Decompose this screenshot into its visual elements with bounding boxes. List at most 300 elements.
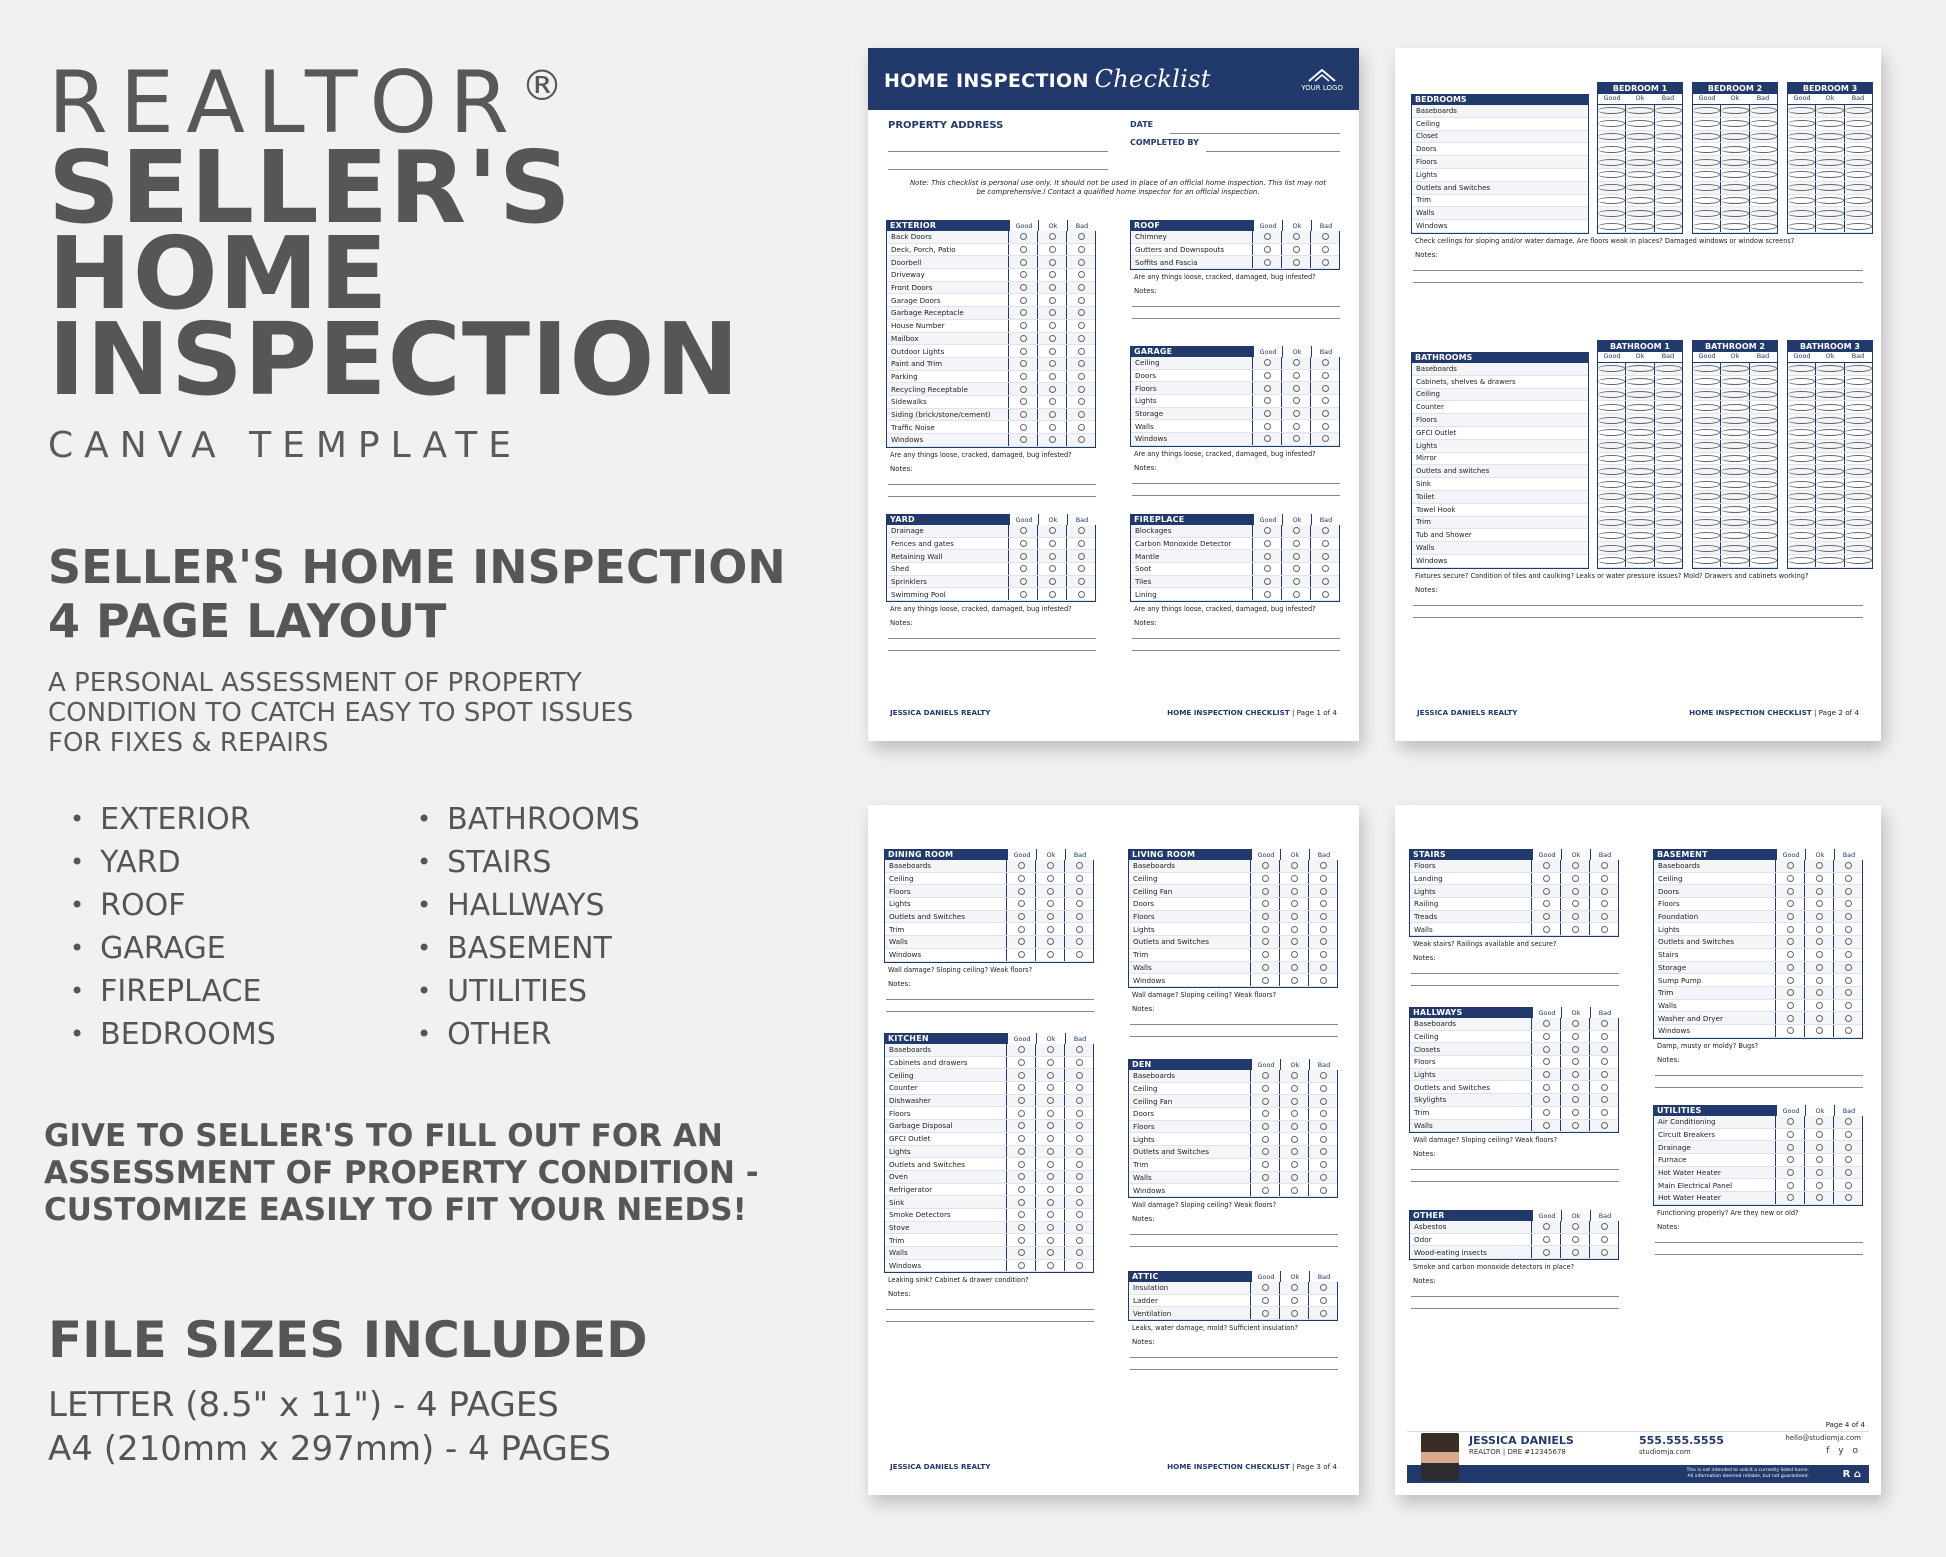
- radio-bad[interactable]: [1750, 532, 1777, 539]
- radio-bad[interactable]: [1655, 146, 1682, 153]
- radio-ok[interactable]: [1293, 435, 1300, 442]
- radio-good[interactable]: [1018, 913, 1025, 920]
- radio-bad[interactable]: [1845, 964, 1852, 971]
- radio-bad[interactable]: [1078, 591, 1085, 598]
- radio-good[interactable]: [1018, 1173, 1025, 1180]
- radio-bad[interactable]: [1322, 540, 1329, 547]
- radio-bad[interactable]: [1845, 926, 1852, 933]
- radio-good[interactable]: [1543, 1020, 1550, 1027]
- notes-line[interactable]: [1411, 962, 1619, 974]
- radio-ok[interactable]: [1816, 442, 1843, 449]
- radio-ok[interactable]: [1816, 1194, 1823, 1201]
- radio-ok[interactable]: [1816, 493, 1843, 500]
- radio-good[interactable]: [1020, 259, 1027, 266]
- radio-good[interactable]: [1543, 1236, 1550, 1243]
- radio-ok[interactable]: [1291, 888, 1298, 895]
- radio-good[interactable]: [1018, 938, 1025, 945]
- notes-line[interactable]: [1130, 1025, 1338, 1037]
- radio-ok[interactable]: [1626, 481, 1653, 488]
- radio-bad[interactable]: [1076, 1110, 1083, 1117]
- radio-bad[interactable]: [1076, 1211, 1083, 1218]
- radio-bad[interactable]: [1655, 481, 1682, 488]
- radio-ok[interactable]: [1291, 977, 1298, 984]
- radio-bad[interactable]: [1655, 365, 1682, 372]
- radio-bad[interactable]: [1320, 964, 1327, 971]
- radio-bad[interactable]: [1845, 938, 1852, 945]
- radio-good[interactable]: [1018, 1161, 1025, 1168]
- radio-good[interactable]: [1264, 435, 1271, 442]
- radio-ok[interactable]: [1626, 519, 1653, 526]
- radio-bad[interactable]: [1750, 223, 1777, 230]
- radio-good[interactable]: [1543, 1046, 1550, 1053]
- radio-ok[interactable]: [1572, 862, 1579, 869]
- radio-bad[interactable]: [1845, 875, 1852, 882]
- radio-good[interactable]: [1262, 977, 1269, 984]
- radio-bad[interactable]: [1076, 1122, 1083, 1129]
- radio-bad[interactable]: [1078, 233, 1085, 240]
- radio-ok[interactable]: [1293, 397, 1300, 404]
- radio-bad[interactable]: [1078, 565, 1085, 572]
- radio-ok[interactable]: [1816, 197, 1843, 204]
- radio-bad[interactable]: [1322, 246, 1329, 253]
- radio-good[interactable]: [1787, 938, 1794, 945]
- radio-bad[interactable]: [1320, 1136, 1327, 1143]
- radio-ok[interactable]: [1816, 107, 1843, 114]
- radio-good[interactable]: [1020, 348, 1027, 355]
- radio-ok[interactable]: [1626, 184, 1653, 191]
- radio-bad[interactable]: [1322, 435, 1329, 442]
- radio-good[interactable]: [1018, 1097, 1025, 1104]
- radio-ok[interactable]: [1721, 133, 1748, 140]
- radio-ok[interactable]: [1816, 1156, 1823, 1163]
- radio-good[interactable]: [1693, 519, 1720, 526]
- radio-bad[interactable]: [1322, 591, 1329, 598]
- radio-good[interactable]: [1598, 468, 1625, 475]
- radio-good[interactable]: [1262, 1284, 1269, 1291]
- radio-bad[interactable]: [1320, 1161, 1327, 1168]
- radio-bad[interactable]: [1322, 259, 1329, 266]
- radio-bad[interactable]: [1750, 481, 1777, 488]
- radio-ok[interactable]: [1816, 977, 1823, 984]
- radio-good[interactable]: [1018, 1199, 1025, 1206]
- radio-ok[interactable]: [1816, 1169, 1823, 1176]
- radio-ok[interactable]: [1047, 1224, 1054, 1231]
- radio-ok[interactable]: [1721, 120, 1748, 127]
- radio-bad[interactable]: [1655, 378, 1682, 385]
- radio-ok[interactable]: [1626, 146, 1653, 153]
- radio-ok[interactable]: [1626, 506, 1653, 513]
- radio-good[interactable]: [1787, 1027, 1794, 1034]
- radio-good[interactable]: [1262, 1098, 1269, 1105]
- radio-bad[interactable]: [1845, 391, 1872, 398]
- radio-good[interactable]: [1264, 565, 1271, 572]
- radio-ok[interactable]: [1816, 133, 1843, 140]
- radio-bad[interactable]: [1076, 875, 1083, 882]
- radio-bad[interactable]: [1750, 197, 1777, 204]
- radio-bad[interactable]: [1076, 1084, 1083, 1091]
- radio-ok[interactable]: [1816, 1027, 1823, 1034]
- radio-ok[interactable]: [1721, 429, 1748, 436]
- radio-good[interactable]: [1262, 1123, 1269, 1130]
- radio-ok[interactable]: [1047, 951, 1054, 958]
- radio-good[interactable]: [1264, 359, 1271, 366]
- radio-good[interactable]: [1787, 1156, 1794, 1163]
- radio-ok[interactable]: [1293, 578, 1300, 585]
- radio-ok[interactable]: [1721, 532, 1748, 539]
- radio-bad[interactable]: [1845, 146, 1872, 153]
- radio-good[interactable]: [1693, 184, 1720, 191]
- radio-ok[interactable]: [1816, 171, 1843, 178]
- radio-bad[interactable]: [1655, 506, 1682, 513]
- radio-good[interactable]: [1788, 493, 1815, 500]
- radio-good[interactable]: [1788, 557, 1815, 564]
- radio-good[interactable]: [1543, 1223, 1550, 1230]
- radio-bad[interactable]: [1845, 1194, 1852, 1201]
- radio-bad[interactable]: [1601, 1058, 1608, 1065]
- radio-good[interactable]: [1693, 197, 1720, 204]
- radio-ok[interactable]: [1721, 557, 1748, 564]
- radio-good[interactable]: [1788, 391, 1815, 398]
- radio-bad[interactable]: [1845, 900, 1852, 907]
- radio-bad[interactable]: [1655, 455, 1682, 462]
- radio-ok[interactable]: [1049, 527, 1056, 534]
- notes-line[interactable]: [1411, 1285, 1619, 1297]
- radio-good[interactable]: [1543, 1096, 1550, 1103]
- radio-ok[interactable]: [1047, 1084, 1054, 1091]
- radio-bad[interactable]: [1750, 455, 1777, 462]
- radio-ok[interactable]: [1816, 365, 1843, 372]
- radio-bad[interactable]: [1322, 553, 1329, 560]
- radio-good[interactable]: [1018, 862, 1025, 869]
- radio-ok[interactable]: [1721, 197, 1748, 204]
- radio-ok[interactable]: [1572, 926, 1579, 933]
- radio-ok[interactable]: [1816, 1182, 1823, 1189]
- radio-ok[interactable]: [1721, 404, 1748, 411]
- radio-bad[interactable]: [1845, 210, 1872, 217]
- radio-bad[interactable]: [1750, 442, 1777, 449]
- radio-ok[interactable]: [1572, 1046, 1579, 1053]
- radio-bad[interactable]: [1320, 1123, 1327, 1130]
- radio-good[interactable]: [1018, 1059, 1025, 1066]
- radio-good[interactable]: [1018, 875, 1025, 882]
- radio-bad[interactable]: [1845, 429, 1872, 436]
- radio-good[interactable]: [1018, 1249, 1025, 1256]
- radio-bad[interactable]: [1655, 184, 1682, 191]
- notes-line[interactable]: [886, 988, 1094, 1000]
- radio-ok[interactable]: [1293, 259, 1300, 266]
- radio-bad[interactable]: [1601, 888, 1608, 895]
- radio-ok[interactable]: [1816, 545, 1843, 552]
- notes-line[interactable]: [1411, 1170, 1619, 1182]
- radio-good[interactable]: [1018, 1148, 1025, 1155]
- radio-ok[interactable]: [1047, 1097, 1054, 1104]
- radio-ok[interactable]: [1047, 1122, 1054, 1129]
- radio-bad[interactable]: [1078, 335, 1085, 342]
- radio-good[interactable]: [1598, 455, 1625, 462]
- radio-good[interactable]: [1264, 259, 1271, 266]
- radio-good[interactable]: [1788, 481, 1815, 488]
- radio-ok[interactable]: [1626, 133, 1653, 140]
- radio-good[interactable]: [1693, 404, 1720, 411]
- radio-ok[interactable]: [1721, 378, 1748, 385]
- radio-good[interactable]: [1788, 429, 1815, 436]
- radio-bad[interactable]: [1845, 545, 1872, 552]
- radio-ok[interactable]: [1291, 1110, 1298, 1117]
- radio-good[interactable]: [1787, 926, 1794, 933]
- radio-bad[interactable]: [1078, 373, 1085, 380]
- notes-line[interactable]: [888, 485, 1096, 497]
- radio-ok[interactable]: [1047, 1249, 1054, 1256]
- radio-ok[interactable]: [1572, 1122, 1579, 1129]
- radio-good[interactable]: [1543, 875, 1550, 882]
- radio-bad[interactable]: [1076, 951, 1083, 958]
- radio-ok[interactable]: [1047, 1110, 1054, 1117]
- radio-ok[interactable]: [1047, 1161, 1054, 1168]
- radio-bad[interactable]: [1078, 553, 1085, 560]
- radio-bad[interactable]: [1655, 532, 1682, 539]
- radio-bad[interactable]: [1078, 246, 1085, 253]
- notes-line[interactable]: [888, 639, 1096, 651]
- radio-good[interactable]: [1264, 540, 1271, 547]
- radio-ok[interactable]: [1626, 197, 1653, 204]
- radio-good[interactable]: [1262, 1187, 1269, 1194]
- radio-good[interactable]: [1693, 545, 1720, 552]
- radio-ok[interactable]: [1047, 913, 1054, 920]
- radio-bad[interactable]: [1655, 223, 1682, 230]
- radio-bad[interactable]: [1078, 578, 1085, 585]
- radio-bad[interactable]: [1750, 210, 1777, 217]
- radio-ok[interactable]: [1572, 875, 1579, 882]
- radio-bad[interactable]: [1845, 913, 1852, 920]
- radio-good[interactable]: [1598, 404, 1625, 411]
- radio-bad[interactable]: [1750, 519, 1777, 526]
- radio-bad[interactable]: [1655, 468, 1682, 475]
- radio-good[interactable]: [1787, 900, 1794, 907]
- radio-good[interactable]: [1018, 1046, 1025, 1053]
- radio-bad[interactable]: [1655, 557, 1682, 564]
- radio-ok[interactable]: [1816, 862, 1823, 869]
- radio-good[interactable]: [1020, 373, 1027, 380]
- radio-ok[interactable]: [1291, 913, 1298, 920]
- radio-good[interactable]: [1543, 888, 1550, 895]
- radio-good[interactable]: [1693, 481, 1720, 488]
- radio-bad[interactable]: [1320, 900, 1327, 907]
- radio-bad[interactable]: [1076, 1173, 1083, 1180]
- radio-good[interactable]: [1262, 926, 1269, 933]
- notes-line[interactable]: [1130, 1223, 1338, 1235]
- radio-ok[interactable]: [1047, 1262, 1054, 1269]
- radio-ok[interactable]: [1291, 938, 1298, 945]
- radio-ok[interactable]: [1293, 246, 1300, 253]
- radio-bad[interactable]: [1750, 468, 1777, 475]
- notes-line[interactable]: [886, 1298, 1094, 1310]
- radio-ok[interactable]: [1572, 900, 1579, 907]
- radio-bad[interactable]: [1845, 506, 1872, 513]
- radio-ok[interactable]: [1816, 900, 1823, 907]
- radio-bad[interactable]: [1655, 120, 1682, 127]
- radio-bad[interactable]: [1845, 184, 1872, 191]
- radio-ok[interactable]: [1816, 1131, 1823, 1138]
- radio-bad[interactable]: [1845, 442, 1872, 449]
- radio-bad[interactable]: [1078, 259, 1085, 266]
- radio-ok[interactable]: [1049, 322, 1056, 329]
- radio-ok[interactable]: [1049, 398, 1056, 405]
- radio-good[interactable]: [1543, 1033, 1550, 1040]
- radio-good[interactable]: [1262, 951, 1269, 958]
- radio-ok[interactable]: [1816, 506, 1843, 513]
- radio-ok[interactable]: [1626, 171, 1653, 178]
- radio-bad[interactable]: [1845, 493, 1872, 500]
- radio-bad[interactable]: [1655, 159, 1682, 166]
- radio-bad[interactable]: [1320, 926, 1327, 933]
- radio-ok[interactable]: [1049, 348, 1056, 355]
- radio-ok[interactable]: [1049, 553, 1056, 560]
- radio-good[interactable]: [1788, 107, 1815, 114]
- radio-good[interactable]: [1264, 410, 1271, 417]
- radio-bad[interactable]: [1322, 565, 1329, 572]
- radio-bad[interactable]: [1076, 1046, 1083, 1053]
- radio-good[interactable]: [1018, 951, 1025, 958]
- radio-ok[interactable]: [1047, 1211, 1054, 1218]
- radio-ok[interactable]: [1626, 442, 1653, 449]
- radio-ok[interactable]: [1626, 455, 1653, 462]
- radio-ok[interactable]: [1816, 210, 1843, 217]
- radio-good[interactable]: [1693, 493, 1720, 500]
- radio-ok[interactable]: [1816, 557, 1843, 564]
- radio-ok[interactable]: [1049, 436, 1056, 443]
- radio-ok[interactable]: [1291, 862, 1298, 869]
- radio-good[interactable]: [1264, 527, 1271, 534]
- radio-good[interactable]: [1693, 223, 1720, 230]
- radio-good[interactable]: [1788, 197, 1815, 204]
- radio-good[interactable]: [1788, 506, 1815, 513]
- radio-bad[interactable]: [1076, 1059, 1083, 1066]
- radio-ok[interactable]: [1626, 107, 1653, 114]
- radio-bad[interactable]: [1845, 120, 1872, 127]
- radio-ok[interactable]: [1047, 900, 1054, 907]
- radio-ok[interactable]: [1047, 888, 1054, 895]
- radio-ok[interactable]: [1816, 378, 1843, 385]
- radio-ok[interactable]: [1572, 913, 1579, 920]
- property-address-field-2[interactable]: [888, 156, 1108, 170]
- radio-ok[interactable]: [1293, 385, 1300, 392]
- radio-good[interactable]: [1543, 1058, 1550, 1065]
- radio-good[interactable]: [1020, 233, 1027, 240]
- radio-bad[interactable]: [1845, 862, 1852, 869]
- radio-ok[interactable]: [1049, 335, 1056, 342]
- radio-good[interactable]: [1788, 210, 1815, 217]
- radio-ok[interactable]: [1816, 429, 1843, 436]
- radio-ok[interactable]: [1047, 1148, 1054, 1155]
- radio-ok[interactable]: [1291, 1148, 1298, 1155]
- radio-good[interactable]: [1018, 1237, 1025, 1244]
- radio-bad[interactable]: [1655, 391, 1682, 398]
- notes-line[interactable]: [1130, 1235, 1338, 1247]
- radio-good[interactable]: [1018, 1122, 1025, 1129]
- radio-ok[interactable]: [1816, 989, 1823, 996]
- radio-bad[interactable]: [1601, 1096, 1608, 1103]
- radio-ok[interactable]: [1049, 386, 1056, 393]
- radio-bad[interactable]: [1655, 519, 1682, 526]
- radio-bad[interactable]: [1322, 359, 1329, 366]
- radio-ok[interactable]: [1816, 404, 1843, 411]
- radio-bad[interactable]: [1601, 1122, 1608, 1129]
- radio-ok[interactable]: [1572, 1109, 1579, 1116]
- radio-ok[interactable]: [1626, 404, 1653, 411]
- radio-ok[interactable]: [1049, 284, 1056, 291]
- radio-bad[interactable]: [1750, 557, 1777, 564]
- radio-bad[interactable]: [1655, 442, 1682, 449]
- radio-good[interactable]: [1264, 397, 1271, 404]
- radio-bad[interactable]: [1078, 297, 1085, 304]
- radio-ok[interactable]: [1293, 591, 1300, 598]
- radio-bad[interactable]: [1845, 1027, 1852, 1034]
- radio-ok[interactable]: [1572, 1096, 1579, 1103]
- radio-ok[interactable]: [1572, 1058, 1579, 1065]
- radio-ok[interactable]: [1572, 1033, 1579, 1040]
- radio-good[interactable]: [1598, 365, 1625, 372]
- radio-bad[interactable]: [1078, 348, 1085, 355]
- radio-bad[interactable]: [1845, 107, 1872, 114]
- radio-bad[interactable]: [1320, 1085, 1327, 1092]
- radio-ok[interactable]: [1816, 1144, 1823, 1151]
- radio-bad[interactable]: [1322, 233, 1329, 240]
- radio-bad[interactable]: [1078, 284, 1085, 291]
- radio-bad[interactable]: [1845, 1144, 1852, 1151]
- radio-ok[interactable]: [1816, 875, 1823, 882]
- radio-ok[interactable]: [1816, 481, 1843, 488]
- radio-good[interactable]: [1543, 1122, 1550, 1129]
- radio-good[interactable]: [1788, 455, 1815, 462]
- radio-bad[interactable]: [1076, 938, 1083, 945]
- radio-ok[interactable]: [1291, 1284, 1298, 1291]
- radio-ok[interactable]: [1047, 1237, 1054, 1244]
- radio-ok[interactable]: [1626, 493, 1653, 500]
- radio-ok[interactable]: [1626, 391, 1653, 398]
- radio-good[interactable]: [1020, 386, 1027, 393]
- radio-good[interactable]: [1262, 1072, 1269, 1079]
- radio-bad[interactable]: [1078, 436, 1085, 443]
- radio-ok[interactable]: [1816, 223, 1843, 230]
- radio-bad[interactable]: [1655, 429, 1682, 436]
- radio-good[interactable]: [1598, 159, 1625, 166]
- radio-good[interactable]: [1264, 578, 1271, 585]
- radio-ok[interactable]: [1721, 210, 1748, 217]
- radio-good[interactable]: [1788, 519, 1815, 526]
- radio-good[interactable]: [1262, 1148, 1269, 1155]
- radio-good[interactable]: [1788, 146, 1815, 153]
- radio-good[interactable]: [1543, 1084, 1550, 1091]
- radio-bad[interactable]: [1750, 545, 1777, 552]
- radio-ok[interactable]: [1291, 926, 1298, 933]
- radio-good[interactable]: [1598, 378, 1625, 385]
- radio-good[interactable]: [1693, 159, 1720, 166]
- radio-bad[interactable]: [1076, 1224, 1083, 1231]
- radio-ok[interactable]: [1291, 1123, 1298, 1130]
- notes-line[interactable]: [1655, 1231, 1863, 1243]
- radio-good[interactable]: [1598, 391, 1625, 398]
- radio-ok[interactable]: [1816, 913, 1823, 920]
- radio-ok[interactable]: [1572, 1071, 1579, 1078]
- radio-bad[interactable]: [1322, 578, 1329, 585]
- radio-good[interactable]: [1788, 133, 1815, 140]
- notes-line[interactable]: [1411, 1297, 1619, 1309]
- radio-bad[interactable]: [1078, 309, 1085, 316]
- radio-ok[interactable]: [1816, 926, 1823, 933]
- radio-ok[interactable]: [1721, 171, 1748, 178]
- radio-ok[interactable]: [1721, 519, 1748, 526]
- notes-line[interactable]: [1130, 1013, 1338, 1025]
